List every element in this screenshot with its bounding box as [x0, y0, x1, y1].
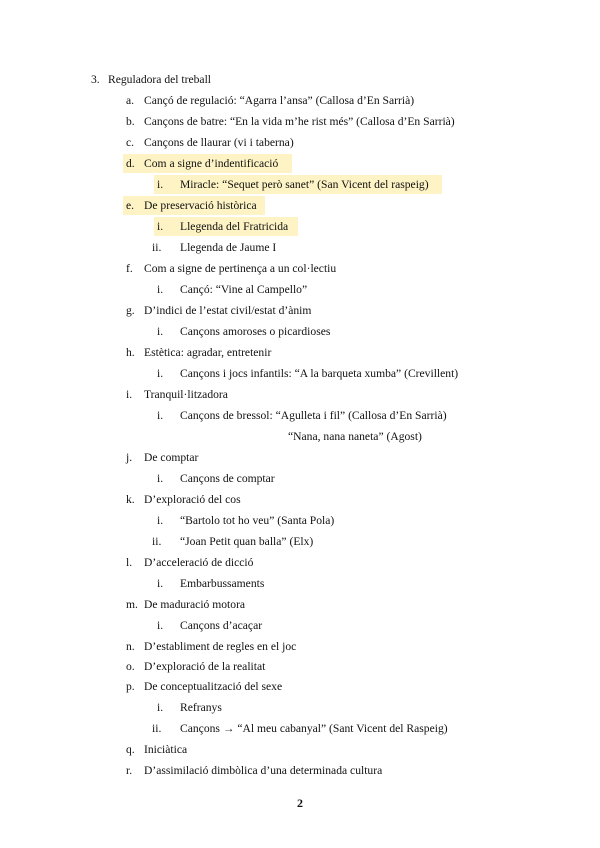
sub-item-text: “Nana, nana naneta” (Agost) — [288, 430, 422, 443]
sub-item — [0, 616, 600, 635]
sub-item-text: “Bartolo tot ho veu” (Santa Pola) — [180, 514, 335, 527]
list-item-text: Cançons de llaurar (vi i taberna) — [144, 136, 294, 149]
sub-item-label: i. — [157, 701, 164, 714]
list-item-label: d. — [126, 157, 135, 170]
sub-item-text: Cançons d’acaçar — [180, 619, 263, 632]
section-number: 3. — [91, 73, 100, 86]
sub-item — [0, 322, 600, 341]
list-item-label: r. — [126, 764, 133, 777]
list-item-text: Estètica: agradar, entretenir — [144, 346, 272, 359]
sub-item-text: Refranys — [180, 701, 222, 714]
list-item-text: Com a signe d’indentificació — [144, 157, 279, 170]
sub-item — [0, 532, 600, 551]
list-item-text: D’exploració del cos — [144, 493, 241, 506]
list-item-label: c. — [126, 136, 135, 149]
page-number: 2 — [297, 796, 303, 810]
sub-item — [0, 698, 600, 717]
list-item-text: D’indici de l’estat civil/estat d’ànim — [144, 304, 312, 317]
list-item — [0, 677, 600, 696]
list-item-label: n. — [126, 640, 135, 653]
sub-item — [0, 511, 600, 530]
list-item-highlighted — [123, 196, 265, 215]
sub-item-highlighted — [154, 217, 298, 236]
list-item-text: Tranquil·litzadora — [144, 388, 228, 401]
list-item-text: D’assimilació dimbòlica d’una determinada cultura — [144, 764, 383, 777]
sub-item-label: i. — [157, 514, 164, 527]
sub-item-label: i. — [157, 577, 164, 590]
list-item-label: p. — [126, 680, 135, 693]
list-item-label: b. — [126, 115, 135, 128]
sub-item-text: Embarbussaments — [180, 577, 265, 590]
sub-item-label: i. — [157, 409, 164, 422]
list-item-highlighted — [123, 154, 292, 173]
list-item-text: D’acceleració de dicció — [144, 556, 254, 569]
list-item — [0, 637, 600, 656]
list-item — [0, 740, 600, 759]
list-item — [0, 761, 600, 780]
sub-item-highlighted — [154, 175, 442, 194]
list-item-text: D’establiment de regles en el joc — [144, 640, 297, 653]
list-item-text: De preservació històrica — [144, 199, 257, 212]
list-item-text: De maduració motora — [144, 598, 246, 611]
list-item-text: De comptar — [144, 451, 199, 464]
sub-item-label: i. — [157, 220, 164, 233]
list-item-label: i. — [126, 388, 133, 401]
sub-item-text: Cançons de comptar — [180, 472, 275, 485]
sub-item — [0, 364, 600, 383]
sub-item-text: Miracle: “Sequet però sanet” (San Vicent del raspeig) — [180, 178, 429, 191]
sub-item-label: i. — [157, 178, 164, 191]
list-item — [0, 301, 600, 320]
section-title: Reguladora del treball — [108, 73, 212, 86]
list-item-label: q. — [126, 743, 135, 756]
sub-item — [0, 280, 600, 299]
list-item-label: j. — [126, 451, 133, 464]
list-item-label: f. — [126, 262, 133, 275]
list-item — [0, 490, 600, 509]
sub-item — [0, 574, 600, 593]
sub-item-text: Cançons i jocs infantils: “A la barqueta xumba” (Crevillent) — [180, 367, 459, 380]
sub-item-text: Cançons amoroses o picardioses — [180, 325, 331, 338]
list-item-label: k. — [126, 493, 135, 506]
sub-item-text: Llegenda de Jaume I — [180, 241, 277, 254]
list-item-text: Cançons de batre: “En la vida m’he rist més” (Callosa d’En Sarrià) — [144, 115, 455, 128]
list-item-label: a. — [126, 94, 135, 107]
list-item-label: l. — [126, 556, 133, 569]
list-item-text: De conceptualització del sexe — [144, 680, 283, 693]
sub-item — [0, 238, 600, 257]
list-item-label: m. — [126, 598, 138, 611]
sub-item-label: i. — [157, 619, 164, 632]
sub-item-text: Cançons de bressol: “Agulleta i fil” (Callosa d’En Sarrià) — [180, 409, 447, 422]
sub-item-label: ii. — [152, 535, 162, 548]
sub-item-text: “Joan Petit quan balla” (Elx) — [180, 535, 314, 548]
list-item — [0, 595, 600, 614]
list-item-label: o. — [126, 660, 135, 673]
sub-item-label: ii. — [152, 722, 162, 735]
sub-item — [0, 719, 600, 738]
list-item — [0, 91, 600, 110]
list-item — [0, 448, 600, 467]
list-item — [0, 343, 600, 362]
sub-item-label: i. — [157, 283, 164, 296]
sub-item-text: Cançó: “Vine al Campello” — [180, 283, 308, 296]
sub-item-text: Llegenda del Fratricida — [180, 220, 289, 233]
sub-item-text: Cançons → “Al meu cabanyal” (Sant Vicent del Raspeig) — [180, 722, 448, 735]
list-item — [0, 385, 600, 404]
list-item-text: Com a signe de pertinença a un col·lectiu — [144, 262, 337, 275]
sub-item-label: i. — [157, 472, 164, 485]
list-item — [0, 657, 600, 676]
sub-item-label: i. — [157, 367, 164, 380]
sub-item — [0, 406, 600, 425]
list-item — [0, 259, 600, 278]
section-heading — [0, 70, 600, 89]
list-item — [0, 133, 600, 152]
sub-item-continuation — [0, 427, 600, 446]
sub-item — [0, 469, 600, 488]
list-item-text: D’exploració de la realitat — [144, 660, 266, 673]
list-item-label: e. — [126, 199, 135, 212]
list-item — [0, 553, 600, 572]
list-item-label: g. — [126, 304, 135, 317]
list-item-label: h. — [126, 346, 135, 359]
list-item-text: Iniciàtica — [144, 743, 188, 756]
sub-item-label: ii. — [152, 241, 162, 254]
sub-item-label: i. — [157, 325, 164, 338]
list-item — [0, 112, 600, 131]
list-item-text: Cançó de regulació: “Agarra l’ansa” (Callosa d’En Sarrià) — [144, 94, 415, 107]
